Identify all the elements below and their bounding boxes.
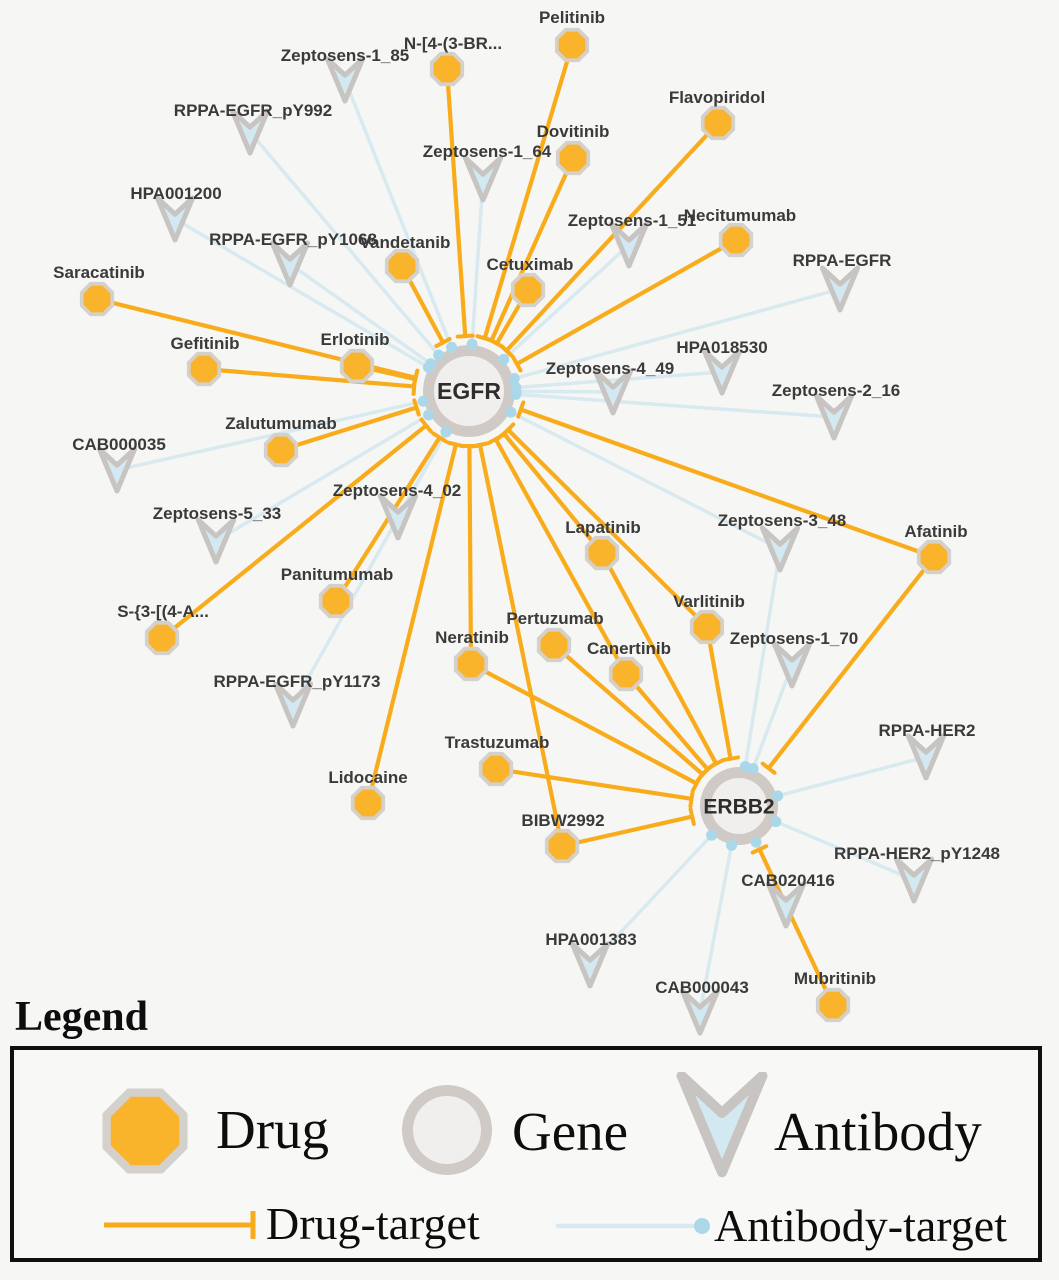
antibody-edge-dot xyxy=(726,840,737,851)
drug-node-erlotinib[interactable] xyxy=(340,349,374,383)
node-label: Mubritinib xyxy=(793,969,877,988)
node-label: Saracatinib xyxy=(53,263,145,282)
node-label: Zeptosens-4_02 xyxy=(332,481,462,500)
drug-edge-tee xyxy=(690,791,692,806)
node-label: Lidocaine xyxy=(328,768,408,787)
drug-node-varlitinib[interactable] xyxy=(690,610,724,644)
node-label: Pertuzumab xyxy=(506,609,604,628)
antibody-edge-dot xyxy=(505,407,516,418)
antibody-edge-dot xyxy=(748,763,759,774)
drug-target-edge xyxy=(707,627,731,759)
drug-edge-tee xyxy=(723,757,738,760)
antibody-node-zeptosens-1-85[interactable] xyxy=(327,59,362,101)
drug-target-edge-icon xyxy=(98,1204,268,1246)
drug-node-mubritinib[interactable] xyxy=(816,988,850,1022)
drug-target-edge xyxy=(496,769,692,799)
antibody-node-icon xyxy=(672,1072,772,1186)
antibody-edge-dot xyxy=(425,358,436,369)
drug-node-icon xyxy=(97,1083,193,1179)
drug-node-flavopiridol[interactable] xyxy=(701,106,735,140)
drug-node-vandetanib[interactable] xyxy=(385,249,419,283)
node-label: Afatinib xyxy=(904,522,968,541)
drug-node-gefitinib[interactable] xyxy=(187,352,221,386)
antibody-edge-dot xyxy=(467,339,478,350)
node-label: Vandetanib xyxy=(359,233,451,252)
node-label: HPA018530 xyxy=(676,338,768,357)
node-label: Zeptosens-1_70 xyxy=(729,629,859,648)
antibody-edge-dot xyxy=(423,409,434,420)
legend-label-drug-target: Drug-target xyxy=(266,1198,480,1249)
node-label: RPPA-EGFR_pY1068 xyxy=(209,230,377,249)
node-label: RPPA-EGFR xyxy=(792,251,892,270)
node-label: Necitumumab xyxy=(683,206,797,225)
node-label: Zeptosens-5_33 xyxy=(152,504,282,523)
drug-node-trastuzumab[interactable] xyxy=(479,752,513,786)
node-label: Pelitinib xyxy=(538,8,606,27)
node-label: Erlotinib xyxy=(320,330,390,349)
antibody-target-edge-icon xyxy=(550,1205,716,1247)
node-label: Zeptosens-1_51 xyxy=(567,211,697,230)
node-label: RPPA-HER2_pY1248 xyxy=(834,844,1000,863)
drug-node-s-3-4-a[interactable] xyxy=(145,621,179,655)
drug-edge-tee xyxy=(518,402,523,416)
gene-label: ERBB2 xyxy=(703,795,775,819)
drug-node-lapatinib[interactable] xyxy=(585,536,619,570)
gene-label: EGFR xyxy=(437,378,501,405)
antibody-edge-dot xyxy=(706,830,717,841)
node-label: Trastuzumab xyxy=(444,733,550,752)
node-label: Dovitinib xyxy=(536,122,610,141)
antibody-node-rppa-egfr[interactable] xyxy=(822,268,857,310)
legend-label-antibody-target: Antibody-target xyxy=(714,1200,1007,1251)
legend-label-drug: Drug xyxy=(216,1099,330,1160)
drug-edge-tee xyxy=(449,443,464,447)
node-label: RPPA-EGFR_pY1173 xyxy=(213,672,381,691)
node-label: Canertinib xyxy=(586,639,672,658)
drug-node-pelitinib[interactable] xyxy=(555,28,589,62)
antibody-node-zeptosens-1-51[interactable] xyxy=(611,224,646,266)
antibody-edge-dot xyxy=(510,389,521,400)
antibody-node-rppa-her2-py1248[interactable] xyxy=(896,859,931,901)
drug-node-zalutumumab[interactable] xyxy=(264,433,298,467)
node-label: Cetuximab xyxy=(486,255,574,274)
antibody-edge-dot xyxy=(446,342,457,353)
node-label: CAB000043 xyxy=(655,978,749,997)
node-label: Zeptosens-3_48 xyxy=(717,511,847,530)
drug-target-edge xyxy=(447,69,465,336)
antibody-edge-dot xyxy=(433,350,444,361)
antibody-node-zeptosens-5-33[interactable] xyxy=(198,520,233,562)
legend-label-antibody: Antibody xyxy=(774,1101,982,1162)
node-label: Varlitinib xyxy=(673,592,745,611)
antibody-edge-dot xyxy=(418,396,429,407)
drug-node-afatinib[interactable] xyxy=(917,540,951,574)
drug-edge-tee xyxy=(414,372,417,387)
antibody-node-rppa-her2[interactable] xyxy=(908,736,943,778)
drug-node-pertuzumab[interactable] xyxy=(537,628,571,662)
node-label: Lapatinib xyxy=(565,518,641,537)
node-label: Zeptosens-2_16 xyxy=(771,381,901,400)
node-label: RPPA-EGFR_pY992 xyxy=(173,101,333,120)
antibody-node-hpa001200[interactable] xyxy=(157,198,192,240)
legend-label-gene: Gene xyxy=(512,1101,629,1162)
antibody-edge-dot xyxy=(441,426,452,437)
node-label: Panitumumab xyxy=(280,565,394,584)
drug-node-lidocaine[interactable] xyxy=(351,786,385,820)
node-label: Zeptosens-4_49 xyxy=(545,359,675,378)
antibody-edge-dot xyxy=(498,354,509,365)
drug-node-n-4-3-br[interactable] xyxy=(430,52,464,86)
labels xyxy=(53,8,1000,997)
drug-node-cetuximab[interactable] xyxy=(511,273,545,307)
node-label: Flavopiridol xyxy=(668,88,766,107)
drug-node-neratinib[interactable] xyxy=(454,647,488,681)
drug-node-panitumumab[interactable] xyxy=(319,584,353,618)
antibody-node-hpa001383[interactable] xyxy=(572,944,607,986)
legend-title: Legend xyxy=(15,994,149,1040)
node-label: Zeptosens-1_85 xyxy=(280,46,410,65)
antibody-node-zeptosens-3-48[interactable] xyxy=(762,528,797,570)
drug-edge-tee xyxy=(458,336,473,337)
antibody-node-zeptosens-1-70[interactable] xyxy=(774,644,809,686)
node-label: Zeptosens-1_64 xyxy=(422,142,552,161)
node-label: Neratinib xyxy=(435,628,509,647)
node-label: N-[4-(3-BR... xyxy=(403,34,503,53)
node-label: HPA001383 xyxy=(545,930,637,949)
node-label: HPA001200 xyxy=(130,184,222,203)
drug-node-canertinib[interactable] xyxy=(609,657,643,691)
node-label: Zalutumumab xyxy=(225,414,337,433)
antibody-node-cab020416[interactable] xyxy=(768,884,803,926)
node-label: BIBW2992 xyxy=(521,811,605,830)
node-label: Gefitinib xyxy=(170,334,240,353)
node-label: CAB020416 xyxy=(741,871,835,890)
antibody-edge-dot xyxy=(751,837,762,848)
drug-node-necitumumab[interactable] xyxy=(719,223,753,257)
drug-node-dovitinib[interactable] xyxy=(556,141,590,175)
gene-node-icon xyxy=(399,1082,495,1178)
node-label: CAB000035 xyxy=(72,435,166,454)
drug-node-saracatinib[interactable] xyxy=(80,282,114,316)
antibody-node-cab000043[interactable] xyxy=(682,991,717,1033)
node-label: S-{3-[(4-A... xyxy=(117,602,209,621)
drug-edge-tee xyxy=(691,809,694,824)
node-label: RPPA-HER2 xyxy=(878,721,976,740)
drug-node-bibw2992[interactable] xyxy=(545,829,579,863)
antibody-node-cab000035[interactable] xyxy=(99,449,134,491)
antibody-node-zeptosens-1-64[interactable] xyxy=(465,158,500,200)
drug-edge-tee xyxy=(473,443,488,446)
